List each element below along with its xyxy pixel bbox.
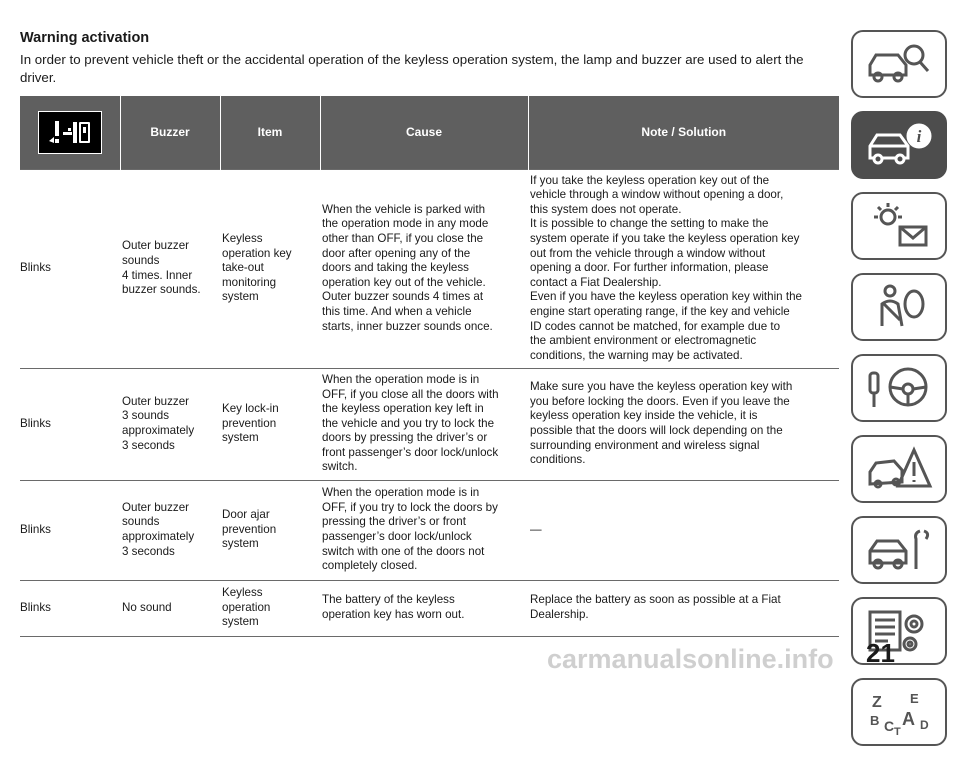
keyless-warning-lamp-icon <box>38 111 102 154</box>
svg-text:Z: Z <box>872 694 882 711</box>
table-header-row <box>20 96 839 169</box>
car-info-icon[interactable] <box>851 111 947 179</box>
table-row <box>20 368 839 480</box>
seatbelt-airbag-icon[interactable] <box>851 273 947 341</box>
watermark: carmanualsonline.info <box>547 644 834 674</box>
buzzer-cell: Outer buzzer sounds 4 times. Inner buzzer sounds. <box>120 169 220 368</box>
alphabetical-index-icon[interactable] <box>851 678 947 746</box>
svg-text:C: C <box>884 718 895 734</box>
item-column-header: Item <box>220 96 320 169</box>
table-row <box>20 169 839 368</box>
item-cell: Keyless operation system <box>220 580 320 636</box>
svg-text:A: A <box>902 709 915 729</box>
note-cell: Make sure you have the keyless operation key with you before locking the doors. Even if you leave the keyless operation key inside the vehicle, it is possible that the doors will lock depending on the surrounding environment and wireless signal conditions. <box>528 368 839 480</box>
cause-column-header: Cause <box>320 96 528 169</box>
svg-text:D: D <box>920 718 929 732</box>
note-solution-column-header: Note / Solution <box>528 96 839 169</box>
cause-cell: When the operation mode is in OFF, if you close all the doors with the keyless operation key left in the vehicle and you try to lock the doors by pressing the driver’s or front passenger’s door lock/unlock switch. <box>320 368 528 480</box>
warning-table <box>20 96 839 637</box>
car-wrench-icon[interactable] <box>851 516 947 584</box>
item-cell: Keyless operation key take-out monitoring system <box>220 169 320 368</box>
buzzer-cell: Outer buzzer sounds approximately 3 seconds <box>120 480 220 580</box>
table-row <box>20 580 839 636</box>
table-row <box>20 480 839 580</box>
note-cell: — <box>528 480 839 580</box>
lamp-cell: Blinks <box>20 368 120 480</box>
buzzer-cell: No sound <box>120 580 220 636</box>
intro-paragraph: In order to prevent vehicle theft or the accidental operation of the keyless operation system, the lamp and buzzer are used to alert the driver. <box>20 52 804 85</box>
item-cell: Door ajar prevention system <box>220 480 320 580</box>
page-number: 21 <box>866 638 895 668</box>
svg-text:B: B <box>870 713 880 728</box>
note-cell: Replace the battery as soon as possible at a Fiat Dealership. <box>528 580 839 636</box>
svg-text:T: T <box>894 726 901 738</box>
cause-cell: When the operation mode is in OFF, if you try to lock the doors by pressing the driver’s or front passenger’s door lock/unlock switch with one of the doors not completely closed. <box>320 480 528 580</box>
buzzer-column-header: Buzzer <box>120 96 220 169</box>
buzzer-cell: Outer buzzer 3 sounds approximately 3 seconds <box>120 368 220 480</box>
svg-text:i: i <box>916 127 922 146</box>
car-search-icon[interactable] <box>851 30 947 98</box>
svg-text:E: E <box>910 691 919 706</box>
lamp-column-header <box>20 96 120 169</box>
warning-lights-icon[interactable] <box>851 192 947 260</box>
item-cell: Key lock-in prevention system <box>220 368 320 480</box>
lamp-cell: Blinks <box>20 580 120 636</box>
note-cell: If you take the keyless operation key out of the vehicle through a window without opening a door, this system does not operate. It is possible to change the setting to make the system operate if you take the keyless operation key out from the vehicle through a window without opening a door. For further information, please contact a Fiat Dealership. Even if you have the keyless operation key within the engine start operating range, if the key and vehicle ID codes cannot be matched, for example due to the ambient environment or electromagnetic conditions, the warning may be activated. <box>528 169 839 368</box>
lamp-cell: Blinks <box>20 480 120 580</box>
lamp-cell: Blinks <box>20 169 120 368</box>
cause-cell: The battery of the keyless operation key has worn out. <box>320 580 528 636</box>
section-heading: Warning activation <box>20 30 150 46</box>
key-steering-wheel-icon[interactable] <box>851 354 947 422</box>
cause-cell: When the vehicle is parked with the operation mode in any mode other than OFF, if you close the door after opening any of the doors and taking the keyless operation key out of the vehicle. Outer buzzer sounds 4 times at this time. And when a vehicle starts, inner buzzer sounds once. <box>320 169 528 368</box>
car-hazard-icon[interactable] <box>851 435 947 503</box>
